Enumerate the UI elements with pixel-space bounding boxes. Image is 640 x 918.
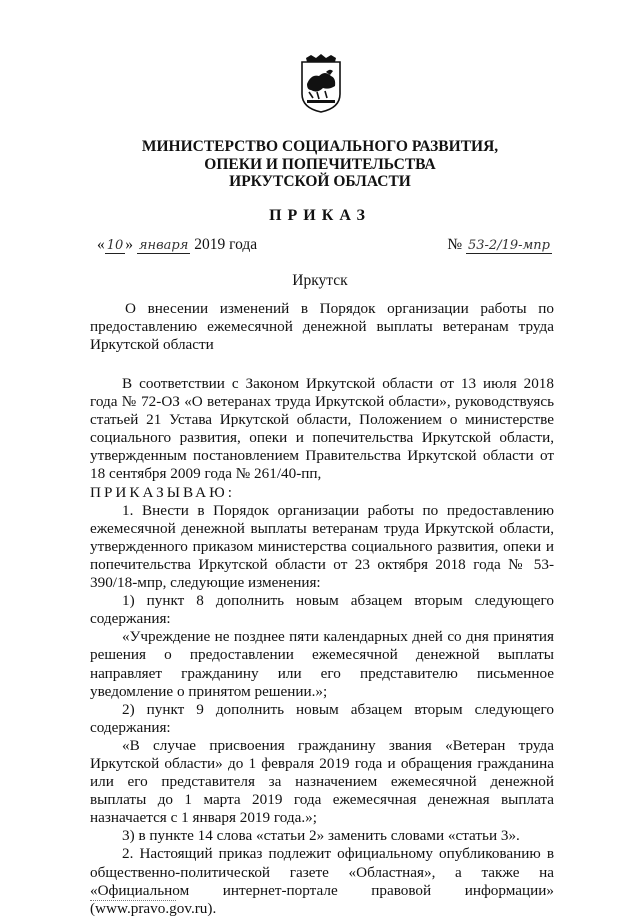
subject-text: О внесении изменений в Порядок организации работы по предоставлению ежемесячной денежной выплаты ветеранам труда Иркутской области: [90, 300, 554, 354]
ministry-name-line-3: ИРКУТСКОЙ ОБЛАСТИ: [229, 173, 411, 190]
subitem-2-quote: «В случае присвоения гражданину звания «Ветеран труда Иркутской области» до 1 февраля 2019 года и обращения гражданина или его представителя за назначением ежемесячной денежной выплаты до 1 марта 2019 года ежемесячная денежная выплата назначается с 1 января 2019 года.»;: [90, 736, 554, 827]
document-title: ПРИКАЗ: [269, 207, 371, 224]
footer-divider: [90, 900, 176, 901]
order-subject: [90, 300, 554, 354]
date-day-handwritten: 10: [106, 238, 124, 253]
date-year: 2019 года: [194, 236, 258, 253]
subitem-1-quote: «Учреждение не позднее пяти календарных дней со дня принятия решения о предоставлении ежемесячной денежной выплаты направляет гражданину или его представителю письменное уведомление о принятом решении.»;: [90, 628, 554, 700]
order-directive: ПРИКАЗЫВАЮ:: [90, 483, 235, 501]
ministry-name-line-2: ОПЕКИ И ПОПЕЧИТЕЛЬСТВА: [204, 156, 436, 173]
preamble-paragraph: В соответствии с Законом Иркутской области от 13 июля 2018 года № 72-ОЗ «О ветеранах труда Иркутской области», руководствуясь статьей 21 Устава Иркутской области, Положением о министерстве социального развития, опеки и попечительства Иркутской области, утвержденным постановлением Правительства Иркутской области от 18 сентября 2009 года № 261/40-пп,: [90, 375, 554, 483]
date-open-quote: «: [97, 236, 105, 253]
number-prefix: №: [447, 236, 463, 253]
ministry-name-line-1: МИНИСТЕРСТВО СОЦИАЛЬНОГО РАЗВИТИЯ,: [141, 138, 499, 155]
date-month-handwritten: января: [138, 238, 189, 253]
order-date: [97, 236, 257, 254]
item-2-paragraph: 2. Настоящий приказ подлежит официальному опубликованию в общественно-политической газете «Областная», а также на «Официальном интернет-портале правовой информации» (www.pravo.gov.ru).: [90, 845, 554, 917]
date-close-quote: »: [125, 236, 134, 253]
order-number: [447, 236, 552, 254]
number-handwritten: 53-2/19-мпр: [468, 238, 550, 253]
subitem-1-paragraph: 1) пункт 8 дополнить новым абзацем вторым следующего содержания:: [90, 592, 554, 628]
subitem-2-paragraph: 2) пункт 9 дополнить новым абзацем вторым следующего содержания:: [90, 700, 554, 736]
coat-of-arms-icon: [299, 54, 343, 114]
item-1-paragraph: 1. Внести в Порядок организации работы по предоставлению ежемесячной денежной выплаты ветеранам труда Иркутской области, утвержденного приказом министерства социального развития, опеки и попечительства Иркутской области от 23 октября 2018 года № 53-390/18-мпр, следующие изменения:: [90, 501, 554, 592]
subitem-3-paragraph: 3) в пункте 14 слова «статьи 2» заменить словами «статьи 3».: [122, 827, 520, 845]
date-number-line: [97, 236, 552, 260]
order-body: [90, 375, 554, 918]
city-name: Иркутск: [292, 272, 348, 289]
